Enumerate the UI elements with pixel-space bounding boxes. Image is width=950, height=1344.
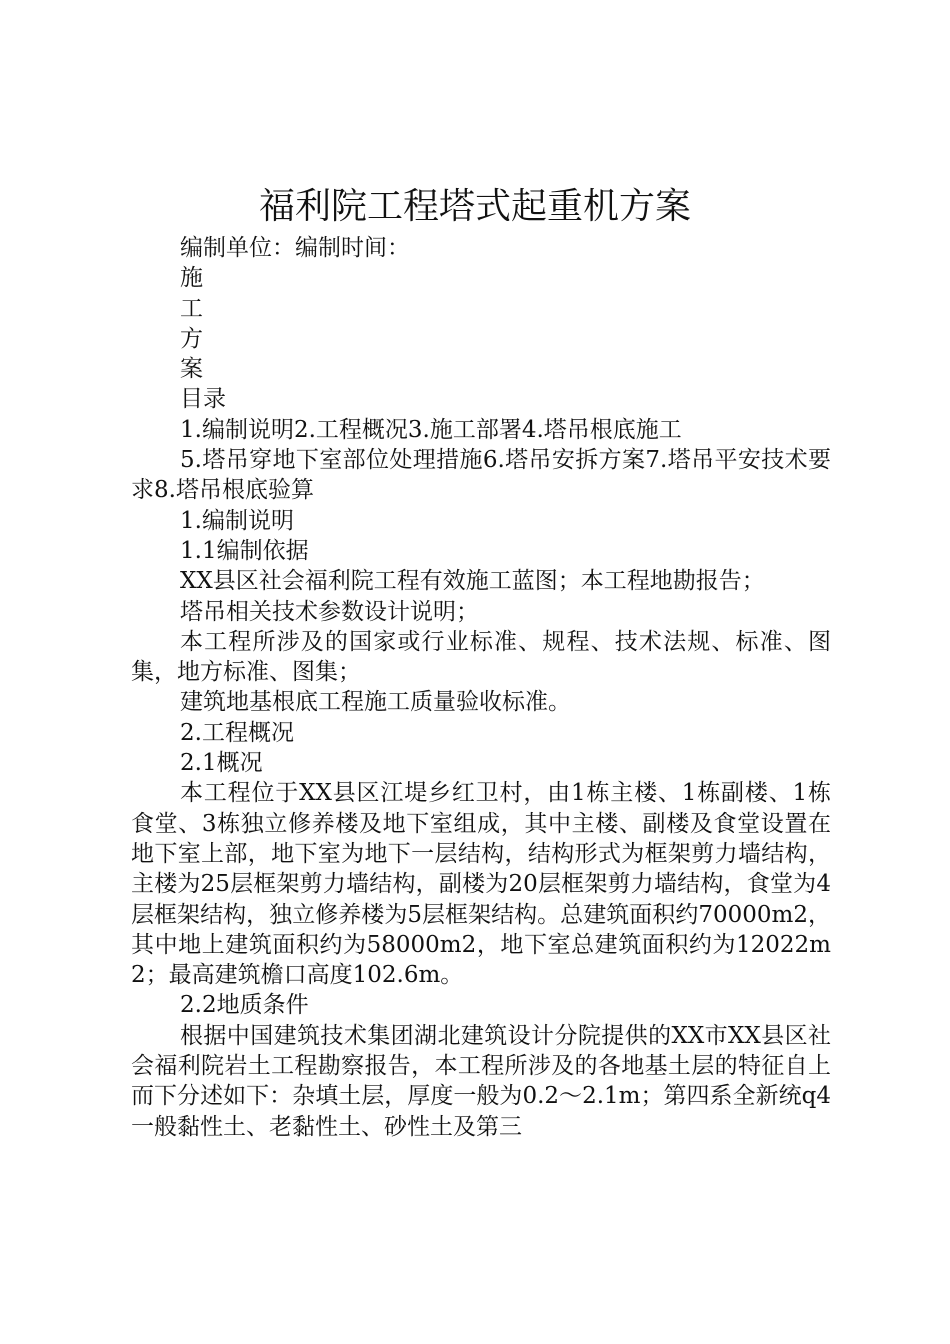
paragraph: 建筑地基根底工程施工质量验收标准。 xyxy=(180,689,571,716)
vertical-char-3: 方 xyxy=(180,325,203,352)
subsection-heading: 1.1编制依据 xyxy=(180,537,309,564)
paragraph: XX县区社会福利院工程有效施工蓝图；本工程地勘报告； xyxy=(180,568,765,595)
paragraph: 塔吊相关技术参数设计说明； xyxy=(180,598,479,625)
subsection-heading: 2.1概况 xyxy=(180,750,263,777)
paragraph: 根据中国建筑技术集团湖北建筑设计分院提供的XX市XX县区社会福利院岩土工程勘察报告，本工程所涉及的各地基土层的特征自上而下分述如下：杂填土层，厚度一般为0.2～2.1m；第四系全新统q4一般黏性土、老黏性土、砂性土及第三 xyxy=(131,1022,831,1140)
toc-line-1: 1.编制说明2.工程概况3.施工部署4.塔吊根底施工 xyxy=(180,416,682,443)
paragraph: 本工程位于XX县区江堤乡红卫村，由1栋主楼、1栋副楼、1栋食堂、3栋独立修养楼及地下室组成，其中主楼、副楼及食堂设置在地下室上部，地下室为地下一层结构，结构形式为框架剪力墙结构，主楼为25层框架剪力墙结构，副楼为20层框架剪力墙结构，食堂为4层框架结构，独立修养楼为5层框架结构。总建筑面积约70000m2，其中地上建筑面积约为58000m2，地下室总建筑面积约为12022m2；最高建筑檐口高度102.6m。 xyxy=(131,780,831,989)
subsection-heading: 2.2地质条件 xyxy=(180,992,309,1019)
section-heading: 2.工程概况 xyxy=(180,719,294,746)
vertical-char-1: 施 xyxy=(180,265,203,292)
paragraph: 本工程所涉及的国家或行业标准、规程、技术法规、标准、图集，地方标准、图集； xyxy=(131,628,831,686)
toc-line-2: 5.塔吊穿地下室部位处理措施6.塔吊安拆方案7.塔吊平安技术要求8.塔吊根底验算 xyxy=(131,447,831,504)
section-heading: 1.编制说明 xyxy=(180,507,294,534)
document-body xyxy=(131,233,831,1142)
vertical-char-2: 工 xyxy=(180,295,203,322)
document-title: 福利院工程塔式起重机方案 xyxy=(258,186,691,227)
compiler-info: 编制单位：编制时间： xyxy=(180,235,410,261)
toc-heading: 目录 xyxy=(180,386,226,413)
vertical-char-4: 案 xyxy=(180,356,203,383)
